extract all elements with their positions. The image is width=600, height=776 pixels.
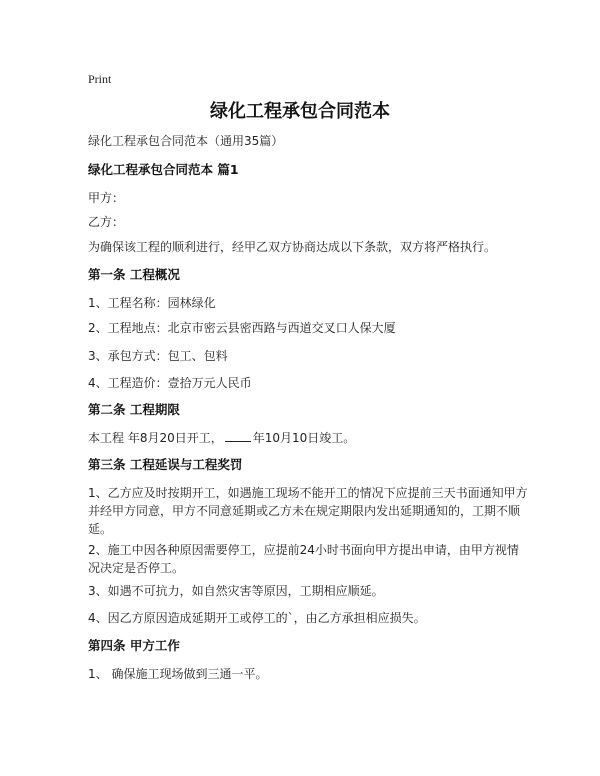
article3-heading: 第三条 工程延误与工程奖罚 xyxy=(88,457,243,472)
article1-heading: 第一条 工程概况 xyxy=(88,267,180,282)
article3-item: 4、因乙方原因造成延期开工或停工的`，由乙方承担相应损失。 xyxy=(88,611,426,625)
article3-item: 2、施工中因各种原因需要停工，应提前24小时书面向甲方提出申请，由甲方视情况决定是否停工。 xyxy=(88,543,519,575)
article4-heading: 第四条 甲方工作 xyxy=(88,638,180,653)
article1-item: 1、工程名称：园林绿化 xyxy=(88,296,216,310)
section-title: 绿化工程承包合同范本 篇1 xyxy=(88,162,239,177)
party-b: 乙方： xyxy=(88,215,125,229)
blank-line xyxy=(225,430,251,442)
article4-item: 1、 确保施工现场做到三通一平。 xyxy=(88,667,268,681)
article2-heading: 第二条 工程期限 xyxy=(88,402,180,417)
article2-text-end: 年10月10日竣工。 xyxy=(252,431,356,445)
article2-text-start: 本工程 年8月20日开工， xyxy=(88,431,223,445)
article3-item: 1、乙方应及时按期开工，如遇施工现场不能开工的情况下应提前三天书面通知甲方并经甲方同意，甲方不同意延期或乙方未在规定期限内发出延期通知的，工期不顺延。 xyxy=(88,486,528,536)
document-subtitle: 绿化工程承包合同范本（通用35篇） xyxy=(88,134,284,148)
article1-item: 4、工程造价：壹拾万元人民币 xyxy=(88,376,252,390)
print-link[interactable]: Print xyxy=(88,72,112,86)
article3-item: 3、如遇不可抗力，如自然灾害等原因，工期相应顺延。 xyxy=(88,584,384,598)
document-title: 绿化工程承包合同范本 xyxy=(210,101,390,122)
party-a: 甲方： xyxy=(88,191,125,205)
article2-text xyxy=(88,428,528,448)
intro-paragraph: 为确保该工程的顺利进行，经甲乙双方协商达成以下条款，双方将严格执行。 xyxy=(88,240,497,254)
article1-item: 3、承包方式：包工、包料 xyxy=(88,349,228,363)
article1-item: 2、工程地点：北京市密云县密西路与西道交叉口人保大厦 xyxy=(88,321,396,335)
